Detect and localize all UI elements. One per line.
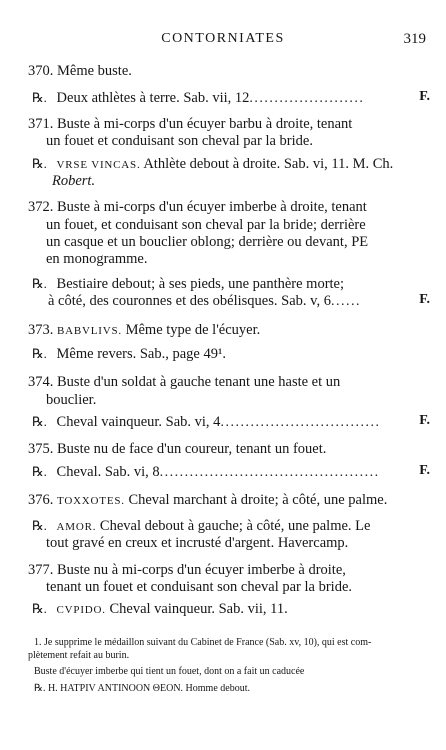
- entry-371-reverse-line-2: Robert.: [52, 173, 96, 189]
- entry-376-reverse-line-2: tout gravé en creux et incrusté d'argent. Havercamp.: [46, 535, 349, 551]
- recipe-symbol-icon: ℞.: [32, 414, 47, 429]
- entry-373-line-1: [28, 321, 260, 340]
- page-header: [0, 31, 446, 49]
- entry-number: 375.: [28, 441, 54, 457]
- footnote-line-1: 1. Je supprime le médaillon suivant du Cabinet de France (Sab. xv, 10), qui est com-: [34, 637, 372, 648]
- recipe-symbol-icon: ℞.: [32, 346, 47, 361]
- entry-375-reverse: [32, 463, 380, 482]
- entry-372-reverse-line-2: [48, 292, 361, 311]
- rarity-mark: F.: [419, 292, 430, 307]
- entry-374-line-1: [28, 373, 340, 391]
- entry-text: Cheval marchant à droite; à côté, une palme.: [128, 492, 388, 508]
- reverse-text: Deux athlètes à terre. Sab. vii, 12: [56, 90, 250, 106]
- entry-373-reverse: [32, 345, 226, 363]
- recipe-symbol-icon: ℞.: [32, 156, 47, 171]
- page-number: 319: [403, 31, 426, 47]
- reverse-text: Athlète debout à droite. Sab. vi, 11. M. Ch.: [143, 156, 394, 172]
- entry-text: Même type de l'écuyer.: [125, 322, 261, 338]
- legend-text: VRSE VINCAS.: [56, 159, 141, 171]
- entry-377-line-2: tenant un fouet et conduisant son cheval par la bride.: [46, 579, 353, 595]
- recipe-symbol-icon: ℞.: [32, 276, 47, 291]
- dot-leader: ......: [330, 294, 361, 309]
- recipe-symbol-icon: ℞.: [32, 601, 47, 616]
- reverse-text: Cheval vainqueur. Sab. vi, 4: [56, 414, 221, 430]
- entry-371-line-1: [28, 115, 352, 133]
- legend-text: AMOR.: [56, 521, 97, 533]
- entry-text: Même buste.: [57, 63, 132, 79]
- reverse-text: Cheval. Sab. vi, 8: [56, 464, 160, 480]
- rarity-mark: F.: [419, 413, 430, 428]
- entry-text: Buste d'un soldat à gauche tenant une haste et un: [57, 374, 341, 390]
- reverse-text: Cheval debout à gauche; à côté, une palme. Le: [99, 518, 371, 534]
- dot-leader: .......................: [249, 91, 365, 106]
- recipe-symbol-icon: ℞.: [32, 518, 47, 533]
- entry-text: Buste à mi-corps d'un écuyer imberbe à droite, tenant: [57, 199, 367, 215]
- reverse-text: à côté, des couronnes et des obélisques. Sab. v, 6: [48, 293, 331, 309]
- entry-number: 377.: [28, 562, 54, 578]
- reverse-text: Même revers. Sab., page 49¹.: [56, 346, 226, 362]
- entry-376-line-1: [28, 491, 387, 510]
- entry-number: 370.: [28, 63, 54, 79]
- entry-372-reverse: [32, 275, 344, 293]
- legend-text: BABVLIVS.: [57, 325, 122, 337]
- footnote-line-3: Buste d'écuyer imberbe qui tient un fouet, dont on a fait un caducée: [34, 666, 305, 677]
- footnote-line-2: plètement refait au burin.: [28, 650, 130, 661]
- recipe-symbol-icon: ℞.: [32, 464, 47, 479]
- entry-text: Buste nu de face d'un coureur, tenant un fouet.: [57, 441, 327, 457]
- running-title: CONTORNIATES: [161, 31, 285, 46]
- entry-372-line-1: [28, 198, 367, 216]
- entry-372-line-2: un fouet, et conduisant son cheval par la bride; derrière: [46, 217, 366, 233]
- entry-text: Buste à mi-corps d'un écuyer barbu à droite, tenant: [57, 116, 353, 132]
- entry-text: Buste nu à mi-corps d'un écuyer imberbe à droite,: [57, 562, 346, 578]
- entry-number: 372.: [28, 199, 54, 215]
- dot-leader: ............................................: [159, 465, 380, 480]
- reverse-text: Cheval vainqueur. Sab. vii, 11.: [109, 601, 288, 617]
- recipe-symbol-icon: ℞.: [32, 90, 47, 105]
- entry-375-line-1: [28, 440, 326, 458]
- entry-372-line-3: un casque et un bouclier oblong; derrière ou devant, PE: [46, 234, 369, 250]
- entry-377-line-1: [28, 561, 346, 579]
- rarity-mark: F.: [419, 463, 430, 478]
- rarity-mark: F.: [419, 89, 430, 104]
- entry-377-reverse: [32, 600, 288, 619]
- entry-370-line-1: [28, 62, 132, 80]
- entry-370-reverse: [32, 89, 364, 108]
- entry-374-reverse: [32, 413, 380, 432]
- entry-372-line-4: en monogramme.: [46, 251, 148, 267]
- legend-text: CVPIDO.: [56, 604, 106, 616]
- entry-number: 374.: [28, 374, 54, 390]
- entry-374-line-2: bouclier.: [46, 392, 97, 408]
- entry-number: 371.: [28, 116, 54, 132]
- reverse-text: Bestiaire debout; à ses pieds, une panthère morte;: [56, 276, 345, 292]
- entry-number: 373.: [28, 322, 54, 338]
- entry-number: 376.: [28, 492, 54, 508]
- entry-371-line-2: un fouet et conduisant son cheval par la bride.: [46, 133, 313, 149]
- dot-leader: ................................: [220, 415, 381, 430]
- footnote-line-4: ℞. H. HATPIV ANTINOON ΘΕΟΝ. Homme debout.: [34, 683, 250, 694]
- legend-text: TOXXOTES.: [57, 495, 125, 507]
